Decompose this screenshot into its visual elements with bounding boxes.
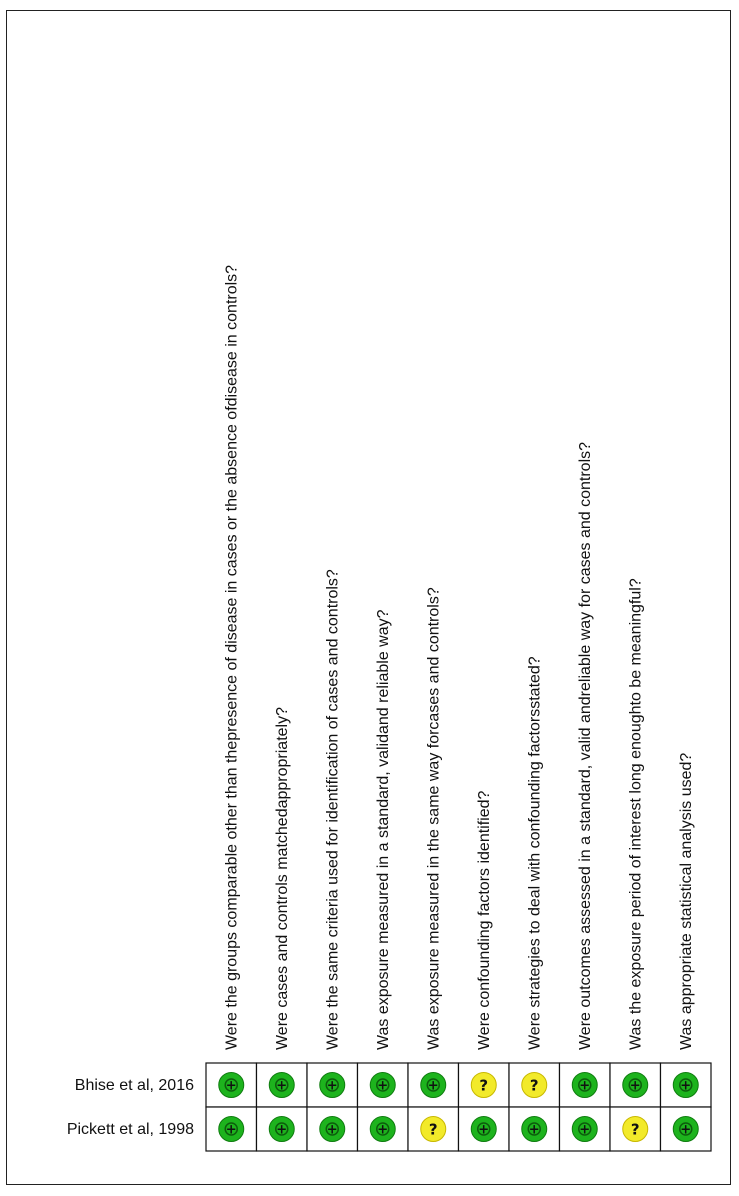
rating-symbol: + xyxy=(629,1078,641,1094)
rating-symbol: + xyxy=(276,1122,288,1138)
question-label-6: Were confounding factors identified? xyxy=(475,790,493,1050)
rating-symbol: ? xyxy=(428,1120,438,1139)
rating-symbol: + xyxy=(326,1122,338,1138)
rating-symbol: + xyxy=(326,1078,338,1094)
rating-symbol: + xyxy=(680,1078,692,1094)
question-label-3: Were the same criteria used for identification of cases and controls? xyxy=(324,569,342,1050)
rating-symbol: + xyxy=(478,1122,490,1138)
rating-symbol: + xyxy=(377,1122,389,1138)
rating-symbol: + xyxy=(377,1078,389,1094)
question-label-7: Were strategies to deal with confounding factorsstated? xyxy=(526,656,544,1050)
rating-symbol: + xyxy=(276,1078,288,1094)
rating-symbol: + xyxy=(579,1078,591,1094)
rating-symbol: ? xyxy=(630,1120,640,1139)
question-label-8: Were outcomes assessed in a standard, valid andreliable way for cases and controls? xyxy=(576,441,594,1050)
rating-symbol: + xyxy=(680,1122,692,1138)
question-label-1: Were the groups comparable other than thepresence of disease in cases or the absence ofdisease in controls? xyxy=(223,264,241,1050)
question-label-9: Was the exposure period of interest long enoughto be meaningful? xyxy=(627,578,645,1050)
rating-symbol: + xyxy=(579,1122,591,1138)
rating-symbol: + xyxy=(225,1078,237,1094)
rating-symbol: ? xyxy=(529,1076,539,1095)
rating-symbol: ? xyxy=(479,1076,489,1095)
question-label-5: Was exposure measured in the same way forcases and controls? xyxy=(425,587,443,1050)
rating-symbol: + xyxy=(225,1122,237,1138)
question-label-10: Was appropriate statistical analysis used? xyxy=(677,752,695,1050)
study-label-2: Pickett et al, 1998 xyxy=(66,1121,194,1138)
study-label-1: Bhise et al, 2016 xyxy=(74,1077,194,1094)
rating-symbol: + xyxy=(528,1122,540,1138)
question-label-2: Were cases and controls matchedappropriately? xyxy=(273,707,291,1050)
rating-symbol: + xyxy=(427,1078,439,1094)
question-label-4: Was exposure measured in a standard, validand reliable way? xyxy=(374,609,392,1050)
